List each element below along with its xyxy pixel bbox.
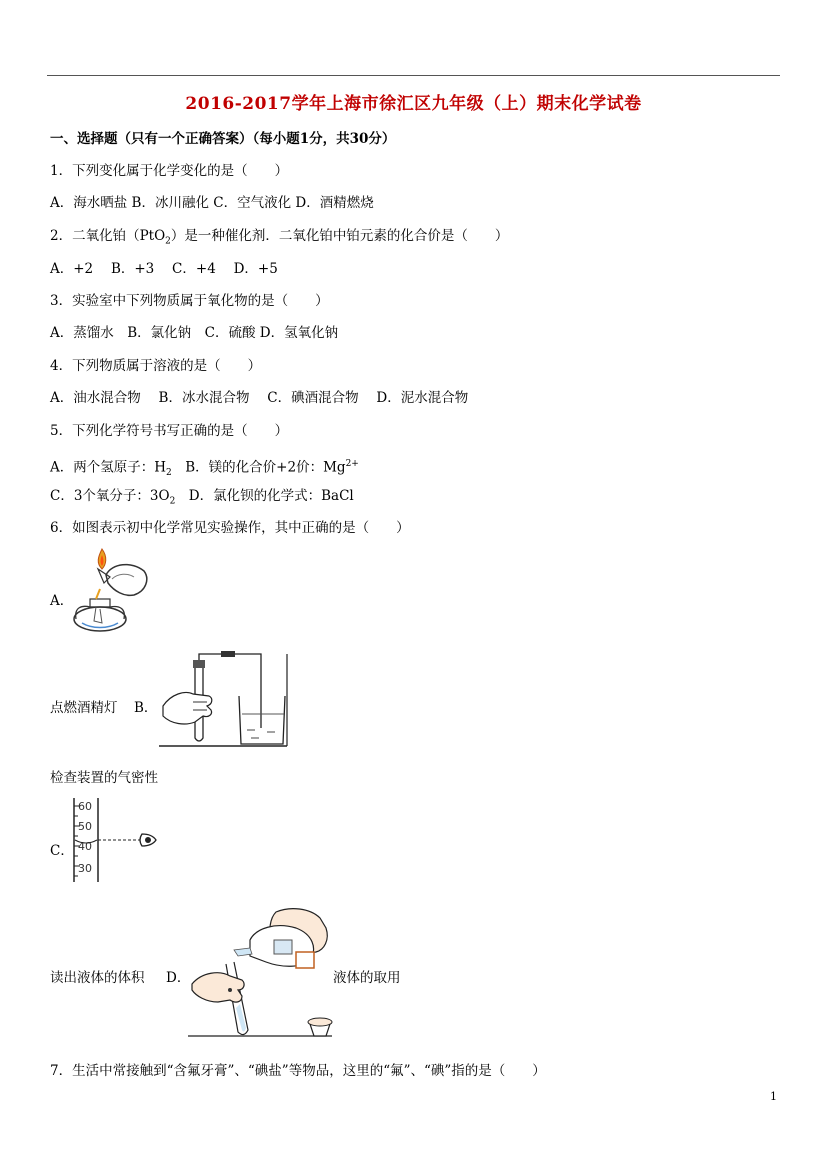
q6-stem: 6．如图表示初中化学常见实验操作，其中正确的是（ ） [50, 520, 410, 536]
document-title: 2016-2017学年上海市徐汇区九年级（上）期末化学试卷 [185, 94, 642, 114]
q5-options-ab: A．两个氢原子：$H_2$ B．镁的化合价+2价：$Mg^{2+}$ [50, 459, 359, 479]
q5-stem: 5．下列化学符号书写正确的是（ ） [50, 423, 289, 439]
q1-stem: 1．下列变化属于化学变化的是（ ） [50, 163, 289, 179]
q6-option-b-label: B． [134, 700, 158, 716]
cylinder-tick-60: 60 [78, 800, 92, 813]
q3-options: A．蒸馏水 B．氯化钠 C．硫酸 D．氢氧化钠 [50, 325, 339, 341]
q3-stem: 3．实验室中下列物质属于氧化物的是（ ） [50, 293, 329, 309]
q6-option-a-label: A． [50, 593, 74, 609]
q2-stem: 2．二氧化铂（PtO$_2$）是一种催化剂．二氧化铂中铂元素的化合价是（ ） [50, 228, 509, 247]
cylinder-tick-30: 30 [78, 862, 92, 875]
q6-option-a-caption: 点燃酒精灯 [50, 700, 118, 716]
q6-option-d-caption: 液体的取用 [333, 970, 401, 986]
header-rule [47, 75, 780, 76]
q4-stem: 4．下列物质属于溶液的是（ ） [50, 358, 262, 374]
liquid-pouring-figure [186, 904, 334, 1038]
q7-stem: 7．生活中常接触到“含氟牙膏”、“碘盐”等物品，这里的“氟”、“碘”指的是（ ） [50, 1063, 546, 1079]
alcohol-lamp-lighting-figure [68, 543, 154, 635]
q6-option-c-caption: 读出液体的体积 [50, 970, 145, 986]
airtightness-check-figure [157, 650, 289, 748]
cylinder-tick-50: 50 [78, 820, 92, 833]
q6-option-d-label: D． [166, 970, 191, 986]
q4-options: A．油水混合物 B．冰水混合物 C．碘酒混合物 D．泥水混合物 [50, 390, 469, 406]
q5-options-cd: C．3个氧分子：$3O_2$ D．氯化钡的化学式：BaCl [50, 488, 354, 507]
page-number: 1 [770, 1090, 777, 1103]
q6-option-c-label: C． [50, 843, 74, 859]
cylinder-tick-40: 40 [78, 840, 92, 853]
section-heading: 一、选择题（只有一个正确答案）（每小题1分，共30分） [50, 131, 396, 147]
graduated-cylinder-reading-figure [70, 796, 160, 884]
q2-options: A．+2 B．+3 C．+4 D．+5 [50, 261, 278, 277]
q1-options: A．海水晒盐 B．冰川融化 C．空气液化 D．酒精燃烧 [50, 195, 374, 211]
q6-option-b-caption: 检查装置的气密性 [50, 770, 158, 786]
